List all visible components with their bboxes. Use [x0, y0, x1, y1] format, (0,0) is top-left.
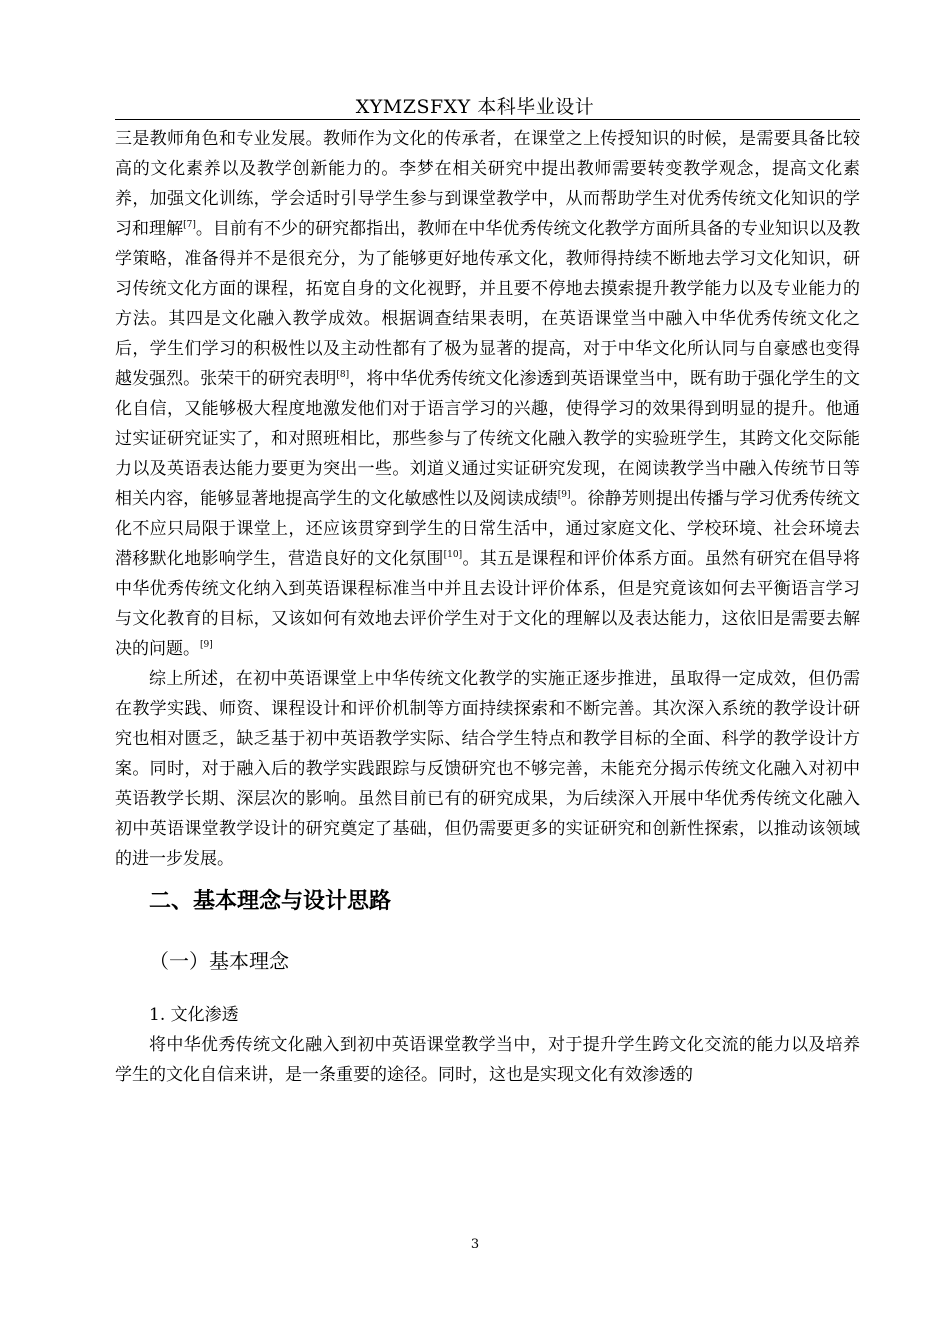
paragraph-cultural-infusion: 将中华优秀传统文化融入到初中英语课堂教学当中，对于提升学生跨文化交流的能力以及培养学生的文化自信来讲，是一条重要的途径。同时，这也是实现文化有效渗透的 [115, 1035, 860, 1085]
paragraph-text: ，将中华优秀传统文化渗透到英语课堂当中，既有助于强化学生的文化自信，又能够极大程度地激发他们对于语言学习的兴趣，使得学习的效果得到明显的提升。他通过实证研究证实了，和对照班相比，那些参与了传统文化融入教学的实验班学生，其跨文化交际能力以及英语表达能力要更为突出一些。刘道义通过实证研究发现，在阅读教学当中融入传统节日等相关内容，能够显著地提高学生的文化敏感性以及阅读成绩 [115, 369, 861, 509]
citation: [9] [200, 640, 213, 650]
paragraph-summary: 综上所述，在初中英语课堂上中华传统文化教学的实施正逐步推进，虽取得一定成效，但仍需在教学实践、师资、课程设计和评价机制等方面持续探索和不断完善。其次深入系统的教学设计研究也相对匮乏，缺乏基于初中英语教学实际、结合学生特点和教学目标的全面、科学的教学设计方案。同时，对于融入后的教学实践跟踪与反馈研究也不够完善，未能充分揭示传统文化融入对初中英语教学长期、深层次的影响。虽然目前已有的研究成果，为后续深入开展中华优秀传统文化融入初中英语课堂教学设计的研究奠定了基础，但仍需要更多的实证研究和创新性探索，以推动该领域的进一步发展。 [115, 669, 860, 869]
citation: [8] [336, 370, 350, 380]
paragraph-teacher-role [115, 124, 860, 664]
running-header: XYMZSFXY 本科毕业设计 [355, 96, 595, 118]
paragraph-text: 。徐静芳则提出传播与学习优秀传统文化不应只局限于课堂上，还应该贯穿到学生的日常生活中，通过家庭文化、学校环境、社会环境去潜移默化地影响学生，营造良好的文化氛围 [115, 489, 861, 569]
header-rule [115, 119, 860, 120]
paragraph-text: 。目前有不少的研究都指出，教师在中华优秀传统文化教学方面所具备的专业知识以及教学策略，准备得并不是很充分，为了能够更好地传承文化，教师得持续不断地去学习文化知识，研习传统文化方面的课程，拓宽自身的文化视野，并且要不停地去摸索提升教学能力以及专业能力的方法。其四是文化融入教学成效。根据调查结果表明，在英语课堂当中融入中华优秀传统文化之后，学生们学习的积极性以及主动性都有了极为显著的提高，对于中华文化所认同与自豪感也变得越发强烈。张荣干的研究表明 [115, 219, 861, 389]
page-body [115, 124, 860, 1090]
subsection-heading: （一）基本理念 [149, 949, 289, 973]
paragraph-text: 三是教师角色和专业发展。教师作为文化的传承者，在课堂之上传授知识的时候，是需要具备比较高的文化素养以及教学创新能力的。李梦在相关研究中提出教师需要转变教学观念，提高文化素养，加强文化训练，学会适时引导学生参与到课堂教学中，从而帮助学生对优秀传统文化知识的学习和理解 [115, 129, 860, 239]
paragraph-text: 。其五是课程和评价体系方面。虽然有研究在倡导将中华优秀传统文化纳入到英语课程标准当中并且去设计评价体系，但是究竟该如何去平衡语言学习与文化教育的目标，又该如何有效地去评价学生对于文化的理解以及表达能力，这依旧是需要去解决的问题。 [115, 549, 861, 659]
subsubsection-heading: 1. 文化渗透 [149, 1005, 239, 1025]
section-heading: 二、基本理念与设计思路 [149, 888, 392, 914]
citation: [10] [443, 550, 463, 560]
page-number: 3 [470, 1237, 480, 1252]
citation: [7] [183, 220, 196, 230]
citation: [9] [557, 490, 571, 500]
